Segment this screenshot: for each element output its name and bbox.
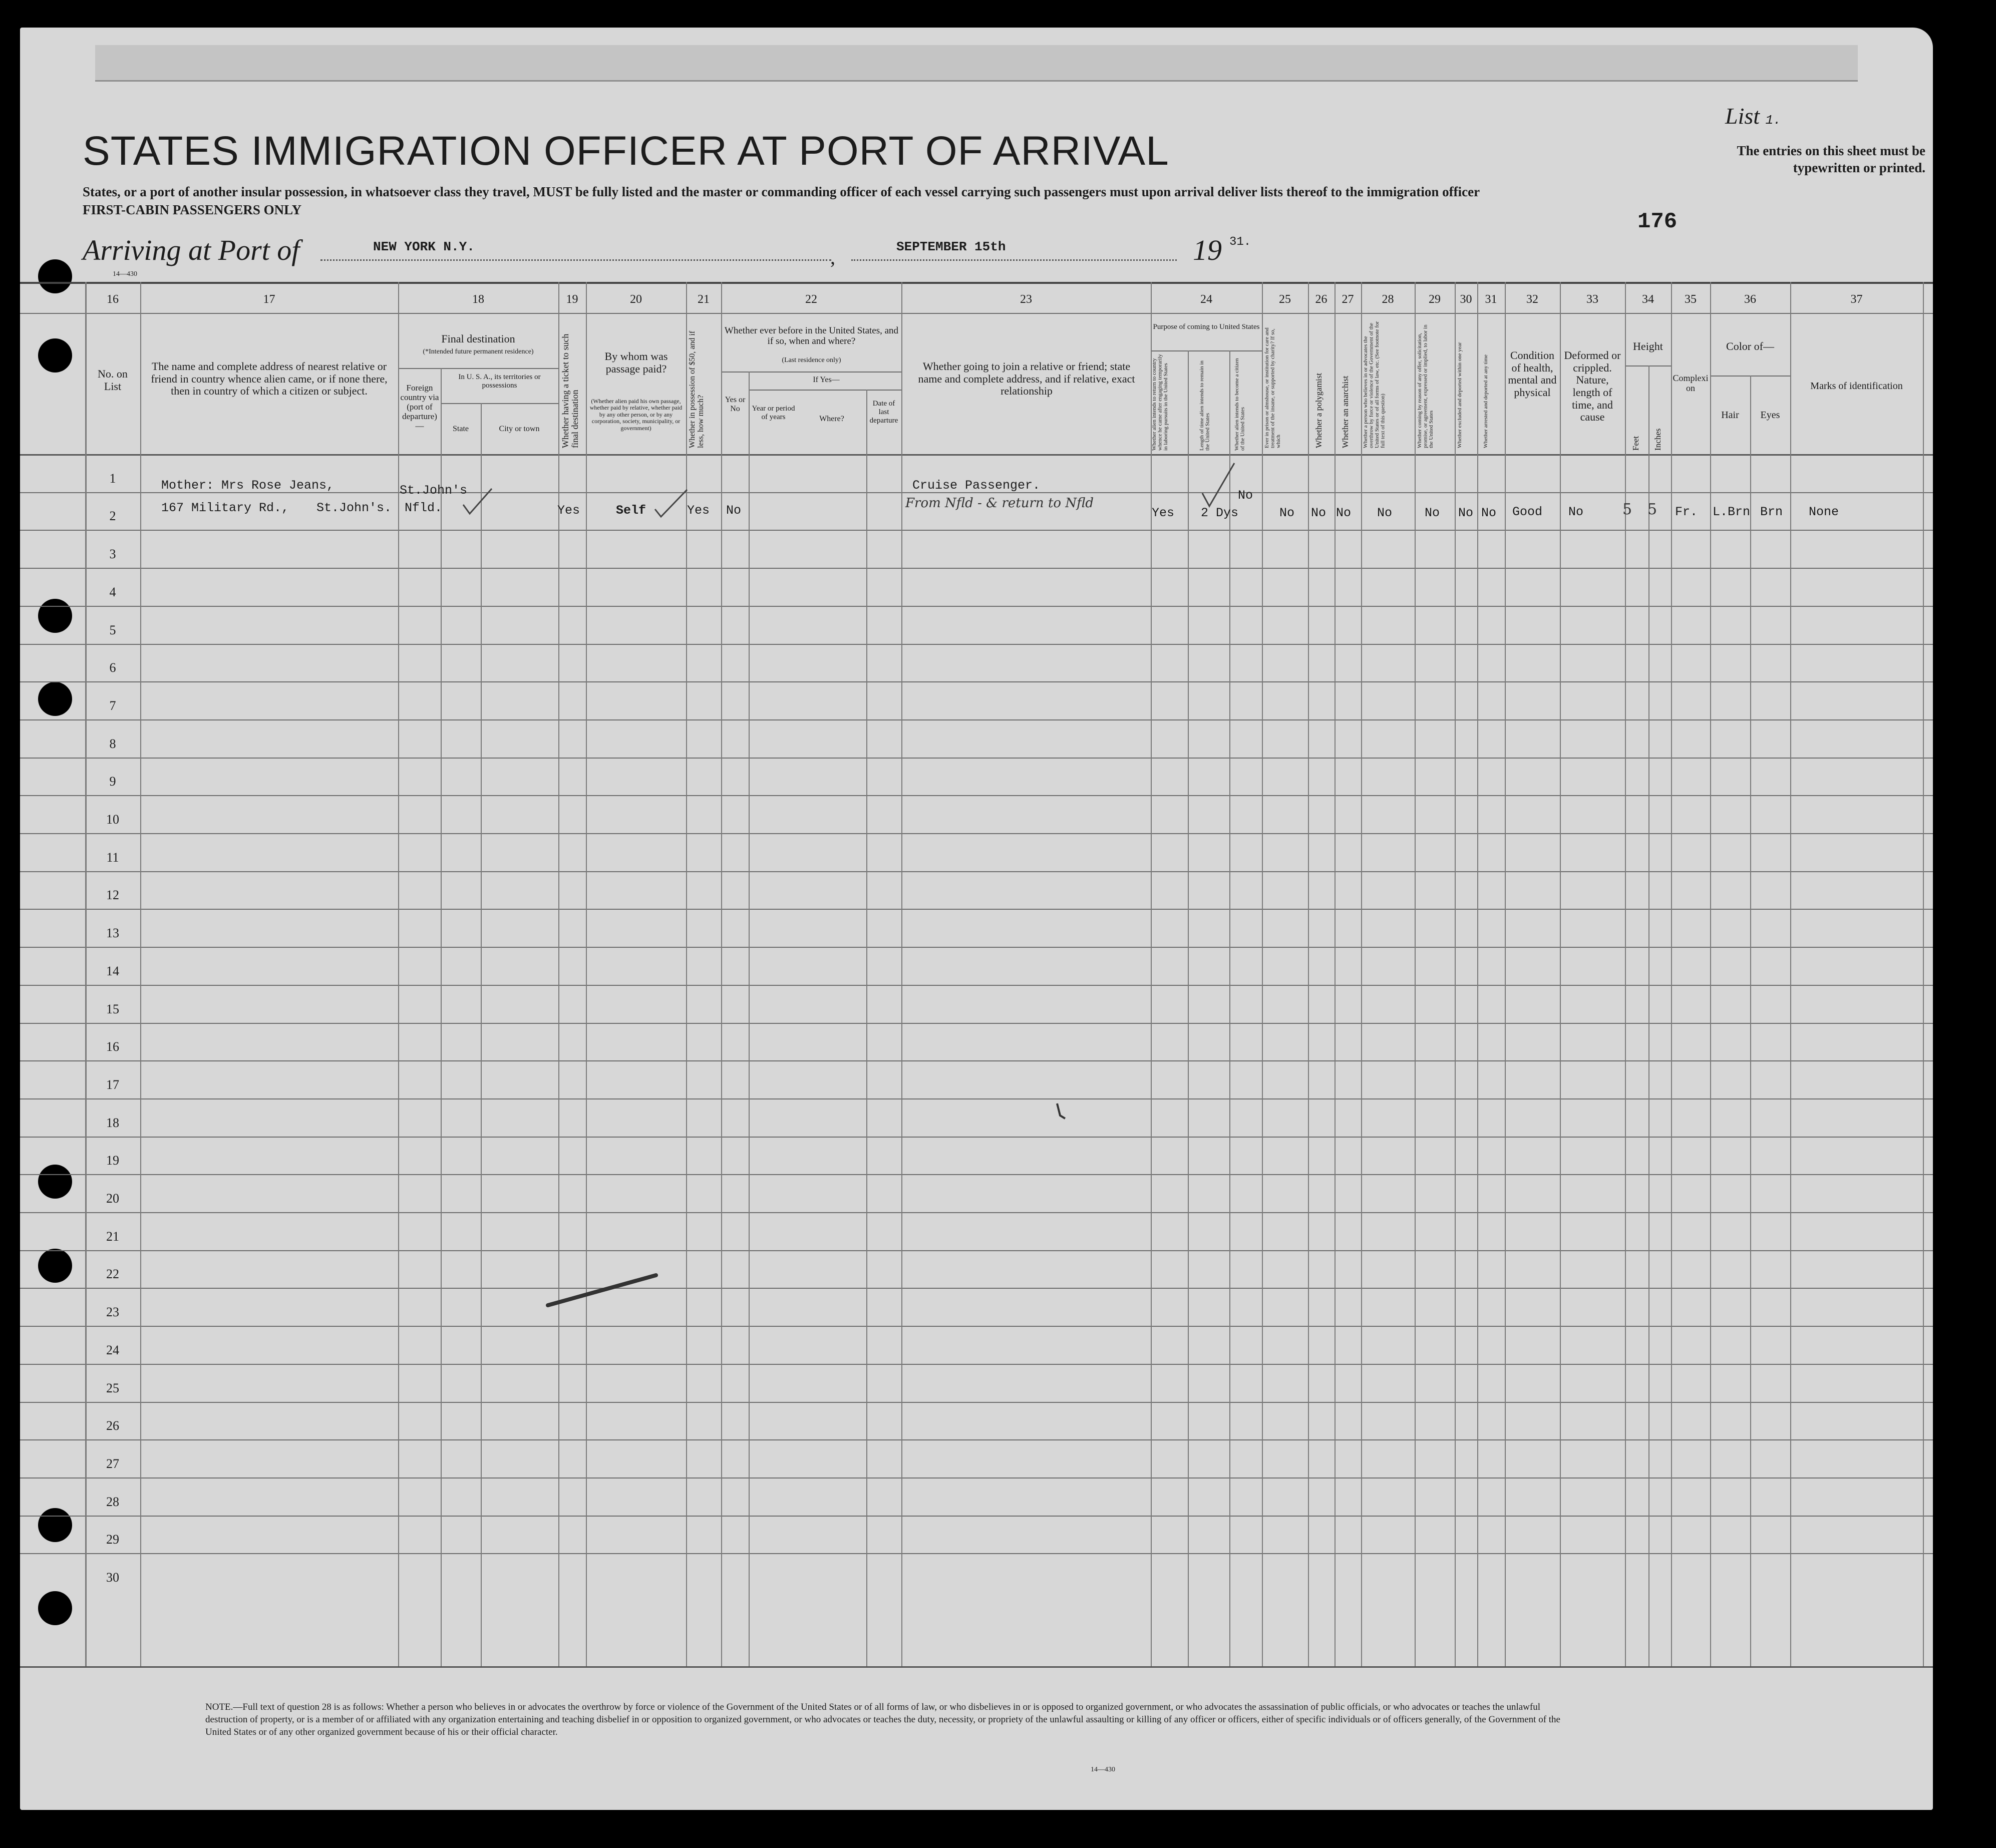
row-line (20, 1402, 1933, 1403)
entry-return: Yes (1152, 506, 1175, 520)
colnum-36: 36 (1744, 293, 1756, 306)
entry-eyes: Brn (1760, 505, 1783, 519)
entry-passage: Self (616, 503, 646, 518)
header-purpose-c: Whether alien intends to become a citizen of the United States (1234, 358, 1246, 451)
header-anarchist: Whether an anarchist (1341, 376, 1350, 448)
row-line (20, 1137, 1933, 1138)
row-number: 3 (109, 547, 116, 561)
row-number: 8 (109, 736, 116, 751)
entry-complexion: Fr. (1675, 505, 1698, 519)
form-code-top: 14—430 (113, 270, 137, 278)
row-number: 24 (106, 1343, 119, 1357)
col-divider (1455, 282, 1456, 1666)
header-prison: Ever in prison or almshouse, or institution for care and treatment of the insane, or supported by charity? If so, which (1264, 327, 1282, 448)
row-number: 20 (106, 1191, 119, 1206)
entry-relative-city: St.John's. (316, 501, 392, 515)
header-yes-no: Yes or No (725, 396, 746, 413)
usa-rule (441, 403, 558, 404)
page-number: 176 (1637, 209, 1678, 234)
header-state: State (453, 425, 469, 433)
entry-relative-line1: Mother: Mrs Rose Jeans, (161, 478, 335, 493)
port-dotted-line (320, 259, 831, 261)
row-number: 25 (106, 1381, 119, 1395)
header-join-relative: Whether going to join a relative or friend; state name and complete address, and if relative, exact relationship (918, 360, 1135, 398)
colnum-35: 35 (1685, 293, 1697, 306)
colnum-29: 29 (1429, 293, 1441, 306)
header-complexion: Complexion (1673, 373, 1709, 394)
punch-hole (38, 1165, 72, 1199)
row-line (20, 568, 1933, 569)
colnum-26: 26 (1315, 293, 1327, 306)
colnum-30: 30 (1460, 293, 1472, 306)
row-number: 4 (109, 585, 116, 599)
row-line (20, 1212, 1933, 1213)
final-dest-rule (398, 368, 558, 369)
colnum-37: 37 (1850, 293, 1863, 306)
colnum-19: 19 (566, 293, 578, 306)
row-number: 10 (106, 812, 119, 827)
header-no-on-list: No. on List (98, 367, 128, 393)
header-condition: Condition of health, mental and physical (1508, 349, 1557, 399)
col-divider (1262, 282, 1263, 1666)
col-divider (1625, 282, 1626, 1666)
list-label (1725, 103, 1781, 129)
row-line (20, 1288, 1933, 1289)
header-hair: Hair (1721, 410, 1739, 421)
row-line (20, 606, 1933, 607)
header-purpose-b: Length of time alien intends to remain in the United States (1199, 360, 1211, 451)
row-number: 16 (106, 1039, 119, 1054)
check-mark (461, 486, 496, 521)
row-line (20, 1439, 1933, 1440)
date-value: SEPTEMBER 15th (896, 239, 1006, 254)
row-line (20, 947, 1933, 948)
row-line (20, 985, 1933, 986)
col-divider (1560, 282, 1561, 1666)
entry-length: 2 Dys (1201, 506, 1239, 520)
row-number: 28 (106, 1495, 119, 1509)
subtitle-line: States, or a port of another insular possession, in whatsoever class they travel, MUST be fully listed and the master or commanding officer of each vessel carrying such passengers must upon arrival deliver lists thereof to the immigration officer (83, 184, 1480, 199)
row-number: 15 (106, 1002, 119, 1016)
row-number: 17 (106, 1077, 119, 1092)
row-number: 13 (106, 926, 119, 940)
row-number: 11 (106, 850, 119, 865)
subcol-divider (1188, 350, 1189, 1666)
entry-ticket: Yes (557, 503, 580, 518)
col-divider (1923, 282, 1924, 1666)
header-marks: Marks of identification (1810, 381, 1903, 392)
col-divider (1151, 282, 1152, 1666)
row-line (20, 1516, 1933, 1517)
subcol-divider (1750, 376, 1751, 1666)
col-divider (901, 282, 902, 1666)
check-mark (1199, 458, 1239, 513)
subcol-divider (441, 368, 442, 1666)
subcol-divider (481, 403, 482, 1666)
punch-hole (38, 259, 72, 293)
header-ever-before: Whether ever before in the United States, and if so, when and where? (724, 325, 899, 347)
entry-marks: None (1809, 505, 1839, 519)
list-number: 1. (1765, 113, 1781, 128)
row-line (20, 1326, 1933, 1327)
row-number: 21 (106, 1229, 119, 1244)
col-divider (1361, 282, 1362, 1666)
colnum-17: 17 (263, 293, 275, 306)
subcol-divider (1648, 365, 1649, 1666)
header-overthrow: Whether a person who believes in or advocates the overthrow by force or violence of the Government of the United States or of all forms of law, etc. (See footnote for full text of this question) (1363, 321, 1386, 448)
colnum-34: 34 (1642, 293, 1654, 306)
row-number: 2 (109, 509, 116, 523)
row-line (20, 871, 1933, 872)
entry-inches: 5 (1647, 501, 1657, 518)
table-bottom-border (20, 1666, 1933, 1668)
row-line (20, 833, 1933, 834)
header-feet: Feet (1631, 436, 1640, 451)
row-number: 9 (109, 774, 116, 789)
year-prefix: 19 (1193, 234, 1222, 266)
row-number: 27 (106, 1456, 119, 1471)
form-code-bottom: 14—430 (1091, 1766, 1115, 1773)
header-passage-paid: By whom was passage paid? (604, 350, 668, 375)
col-divider (586, 282, 587, 1666)
entry-hair: L.Brn (1713, 505, 1751, 519)
row-line (20, 1477, 1933, 1479)
header-ticket: Whether having a ticket to such final destination (560, 333, 580, 448)
row-number: 18 (106, 1116, 119, 1130)
entry-deformed: No (1568, 505, 1584, 519)
col-divider (1710, 282, 1711, 1666)
header-foreign-country: Foreign country via (port of departure)— (400, 383, 439, 431)
arriving-label: Arriving at Port of (83, 234, 300, 266)
row-number: 29 (106, 1532, 119, 1547)
header-date-departure: Date of last departure (869, 400, 898, 425)
row-number: 1 (109, 471, 116, 486)
header-nearest-relative: The name and complete address of nearest relative or friend in country whence alien came, or if none there, then in country of which a citizen or subject. (151, 360, 388, 398)
header-where: Where? (819, 415, 844, 423)
if-yes-rule (749, 390, 901, 391)
pencil-stroke (545, 1269, 660, 1309)
row-line (20, 795, 1933, 796)
entry-ever-before: No (726, 503, 742, 518)
header-arrested: Whether arrested and deported at any time (1483, 354, 1489, 448)
col-divider (1335, 282, 1336, 1666)
header-purpose: Purpose of coming to United States (1153, 323, 1260, 331)
entry-prison: No (1279, 506, 1295, 520)
col-divider (1671, 282, 1672, 1666)
row-line (20, 1174, 1933, 1175)
row-number: 19 (106, 1153, 119, 1168)
header-polygamist: Whether a polygamist (1314, 373, 1323, 448)
entry-contract: No (1425, 506, 1440, 520)
header-contract: Whether coming by reason of any offer, solicitation, promise, or agreement, expressed or implied, to labor in the United States (1417, 324, 1435, 448)
class-line: FIRST-CABIN PASSENGERS ONLY (83, 202, 302, 217)
row-number: 7 (109, 698, 116, 713)
check-mark (651, 487, 691, 522)
entry-arrested: No (1481, 506, 1497, 520)
header-height: Height (1633, 340, 1663, 352)
colnum-27: 27 (1342, 293, 1354, 306)
entry-excluded: No (1458, 506, 1474, 520)
col-divider (1790, 282, 1791, 1666)
list-label-text: List (1725, 103, 1760, 129)
row-number: 6 (109, 660, 116, 675)
col-divider (1477, 282, 1478, 1666)
colnum-rule (20, 313, 1933, 314)
subcol-divider (866, 390, 867, 1666)
punch-hole (38, 682, 72, 716)
header-year-period: Year or period of years (752, 405, 795, 421)
table-top-border (20, 282, 1933, 284)
col-divider (1505, 282, 1506, 1666)
row-number: 5 (109, 623, 116, 637)
col-divider (1415, 282, 1416, 1666)
header-in-usa: In U. S. A., its territories or possessions (458, 373, 541, 390)
colnum-18: 18 (472, 293, 484, 306)
ever-before-rule (721, 372, 901, 373)
colnum-20: 20 (630, 293, 642, 306)
entry-feet: 5 (1622, 501, 1632, 518)
date-dotted-line (851, 259, 1177, 261)
port-value: NEW YORK N.Y. (373, 239, 475, 254)
row-line (20, 909, 1933, 910)
col-divider (721, 282, 722, 1666)
colnum-28: 28 (1382, 293, 1394, 306)
row-line (20, 1060, 1933, 1061)
punch-hole (38, 1591, 72, 1625)
entries-note: The entries on this sheet must be typewritten or printed. (1737, 143, 1925, 175)
entry-citizen: No (1238, 488, 1253, 503)
comma: , (830, 246, 835, 268)
col-divider (558, 282, 559, 1666)
colnum-25: 25 (1279, 293, 1291, 306)
header-final-destination: Final destination (441, 332, 515, 345)
ink-speck (1054, 1101, 1069, 1122)
year-suffix: 31. (1229, 235, 1251, 249)
row-number: 14 (106, 964, 119, 978)
colnum-16: 16 (107, 293, 119, 306)
row-line (20, 719, 1933, 720)
colnum-22: 22 (805, 293, 817, 306)
header-deformed: Deformed or crippled. Nature, length of time, and cause (1564, 349, 1621, 424)
torn-top-strip (95, 45, 1858, 82)
colnum-24: 24 (1200, 293, 1212, 306)
header-purpose-a: Whether alien intends to return to country whence he came after engaging temporarily in laboring pursuits in the United States (1151, 354, 1169, 451)
col-divider (1308, 282, 1309, 1666)
header-bottom-rule (20, 454, 1933, 456)
footnote: NOTE.—Full text of question 28 is as follows: Whether a person who believes in or advocates the overthrow by force or violence of the Government of the United States or of all forms of law, or who disbelieves in or is opposed to organized government, or who advocates the assassination of public officials, or who advocates or teaches the unlawful destruction of property, or is a member of or affiliated with any organization entertaining and teaching disbelief in or opposition to organized government, or who advocates or teaches the duty, necessity, or propriety of the unlawful assaulting or killing of any officer or officers, either of specific individuals or of officers generally, of the Government of the United States or of any other organized government because of his or their official character. (205, 1702, 1560, 1738)
row-number: 12 (106, 888, 119, 902)
header-excluded: Whether excluded and deported within one year (1457, 342, 1463, 448)
entry-join: Cruise Passenger. (912, 478, 1041, 493)
header-passage-paid-note: (Whether alien paid his own passage, whether paid by relative, whether paid by any other person, or by any corporation, society, municipality, or government) (589, 398, 683, 432)
form-title: STATES IMMIGRATION OFFICER AT PORT OF ARRIVAL (83, 128, 1169, 174)
colnum-23: 23 (1020, 293, 1032, 306)
punch-hole (38, 599, 72, 633)
entry-anarchist: No (1336, 506, 1352, 520)
punch-hole (38, 338, 72, 373)
subcol-divider (749, 372, 750, 1666)
header-inches: Inches (1653, 428, 1662, 451)
entry-health: Good (1512, 505, 1543, 519)
height-rule (1625, 365, 1671, 366)
header-if-yes: If Yes— (813, 376, 840, 384)
punch-hole (38, 1249, 72, 1283)
entry-foreign-line1: St.John's (400, 483, 468, 498)
entry-join-handwritten: From Nfld - & return to Nfld (905, 496, 1094, 511)
row-line (20, 1098, 1933, 1099)
header-final-destination-note: (*Intended future permanent residence) (423, 348, 534, 355)
row-line (20, 681, 1933, 682)
colnum-33: 33 (1586, 293, 1598, 306)
col-divider (398, 282, 399, 1666)
row-number: 23 (106, 1305, 119, 1319)
row-line (20, 1023, 1933, 1024)
entry-polygamist: No (1311, 506, 1326, 520)
entry-relative-line2: 167 Military Rd., (161, 501, 289, 515)
row-line (20, 758, 1933, 759)
subcol-divider (1229, 350, 1230, 1666)
header-ever-before-note: (Last residence only) (782, 356, 841, 364)
colnum-32: 32 (1526, 293, 1538, 306)
row-number: 22 (106, 1267, 119, 1281)
header-city: City or town (499, 425, 540, 433)
row-line (20, 644, 1933, 645)
header-eyes: Eyes (1760, 410, 1780, 421)
row-number: 26 (106, 1418, 119, 1433)
header-possession: Whether in possession of $50, and if less, how much? (688, 330, 705, 448)
row-number: 30 (106, 1570, 119, 1585)
entry-foreign-line2: Nfld. (405, 501, 443, 515)
entry-overthrow: No (1377, 506, 1393, 520)
row-line (20, 1553, 1933, 1554)
colnum-31: 31 (1485, 293, 1497, 306)
entry-money: Yes (687, 503, 710, 518)
purpose-rule (1151, 350, 1262, 351)
header-color-of: Color of— (1726, 340, 1774, 352)
colnum-21: 21 (698, 293, 710, 306)
punch-hole (38, 1508, 72, 1542)
row-line (20, 1250, 1933, 1251)
row-line (20, 1364, 1933, 1365)
col-divider (140, 282, 141, 1666)
row-line (20, 530, 1933, 531)
